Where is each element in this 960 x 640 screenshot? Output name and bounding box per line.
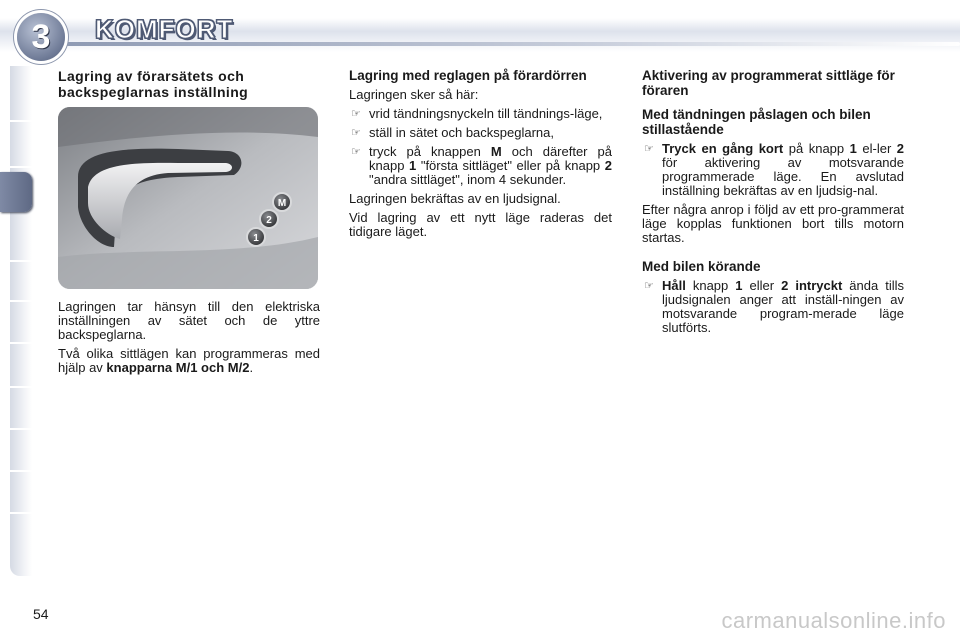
text-run: tryck på knappen: [369, 144, 491, 159]
section-heading: Lagring av förarsätets och backspeglarnas inställning: [58, 68, 249, 100]
text-run: och därefter på knapp: [369, 144, 612, 173]
chapter-tab-divider: [10, 342, 32, 344]
column-right: [642, 68, 904, 335]
pointing-hand-icon: ☞: [644, 143, 654, 155]
emphasis-text: M: [490, 144, 502, 159]
emphasis-text: 1: [735, 278, 743, 293]
column-left: [58, 68, 320, 100]
door-panel-photo: [58, 107, 318, 289]
section-heading: Lagring med reglagen på förardörren: [349, 68, 587, 83]
text-run: på knapp: [783, 141, 850, 156]
list-item: [642, 279, 904, 335]
chapter-tab-divider: [10, 300, 32, 302]
chapter-tab-divider: [10, 470, 32, 472]
text-run: för aktivering av motsvarande programmerade läge. En avslutad inställning bekräftas av en ljudsig-nal.: [662, 155, 904, 198]
list-item: [642, 142, 904, 198]
chapter-tab-divider: [10, 428, 32, 430]
list-item: [349, 126, 612, 140]
memory-button-2-label: 2: [266, 215, 272, 226]
paragraph: Lagringen bekräftas av en ljudsignal.: [349, 191, 561, 206]
paragraph: Lagringen sker så här:: [349, 87, 479, 102]
subheading: Med bilen körande: [642, 259, 761, 274]
emphasis-text: 1: [409, 158, 417, 173]
chapter-number: 3: [31, 17, 51, 56]
chapter-tab-divider: [10, 166, 32, 168]
paragraph: Efter några anrop i följd av ett pro-grammerat läge kopplas funktionen bort tills motorn startas.: [642, 202, 904, 245]
list-item: [349, 107, 612, 121]
paragraph: [58, 347, 320, 375]
column-middle: [349, 68, 612, 239]
list-item-text: vrid tändningsnyckeln till tändnings-läge,: [369, 106, 603, 121]
watermark-text: carmanualsonline.info: [721, 608, 946, 633]
paragraph: Vid lagring av ett nytt läge raderas det tidigare läget.: [349, 210, 612, 239]
paragraph: Lagringen tar hänsyn till den elektriska inställningen av sätet och de yttre backspeglarna.: [58, 299, 320, 342]
column-left-body: [58, 300, 320, 375]
emphasis-text: 1: [849, 141, 857, 156]
text-run: "andra sittläget", inom 4 sekunder.: [369, 172, 567, 187]
emphasis-text: 2: [896, 141, 905, 156]
emphasis-text: 2 intryckt: [781, 278, 843, 293]
text-run: eller: [742, 278, 782, 293]
chapter-tab-active[interactable]: [0, 172, 32, 212]
emphasis-text: Håll: [662, 278, 686, 293]
memory-button-1-label: 1: [253, 233, 259, 244]
chapter-tab-divider: [10, 260, 32, 262]
text-run: Två olika sittlägen kan programmeras med hjälp av: [58, 346, 320, 375]
subheading: Med tändningen påslagen och bilen stillastående: [642, 107, 871, 137]
text-run: ända tills ljudsignalen anger att inställ-ningen av motsvarande program-merade läge slutförts.: [662, 278, 904, 335]
pointing-hand-icon: ☞: [351, 127, 361, 139]
chapter-number-badge: [17, 13, 65, 61]
emphasis-text: Tryck en gång kort: [662, 141, 784, 156]
text-run: el-ler: [856, 141, 897, 156]
list-item-text: ställ in sätet och backspeglarna,: [369, 125, 554, 140]
chapter-tab-divider: [10, 512, 32, 514]
emphasis-text: knapparna M/1 och M/2: [106, 360, 250, 375]
chapter-tab-divider: [10, 120, 32, 122]
text-run: .: [249, 360, 254, 375]
emphasis-text: 2: [604, 158, 612, 173]
chapter-title: KOMFORT: [95, 14, 234, 44]
door-panel-illustration: [58, 107, 318, 289]
text-run: knapp: [685, 278, 736, 293]
pointing-hand-icon: ☞: [351, 108, 361, 120]
text-run: "första sittläget" eller på knapp: [416, 158, 605, 173]
section-heading: Aktivering av programmerat sittläge för föraren: [642, 68, 895, 98]
chapter-tab-divider: [10, 386, 32, 388]
list-item: [349, 145, 612, 187]
pointing-hand-icon: ☞: [644, 280, 654, 292]
pointing-hand-icon: ☞: [351, 146, 361, 158]
chapter-tab-rail: [10, 66, 32, 576]
page-number: 54: [33, 606, 49, 622]
memory-button-m-label: M: [277, 198, 287, 209]
